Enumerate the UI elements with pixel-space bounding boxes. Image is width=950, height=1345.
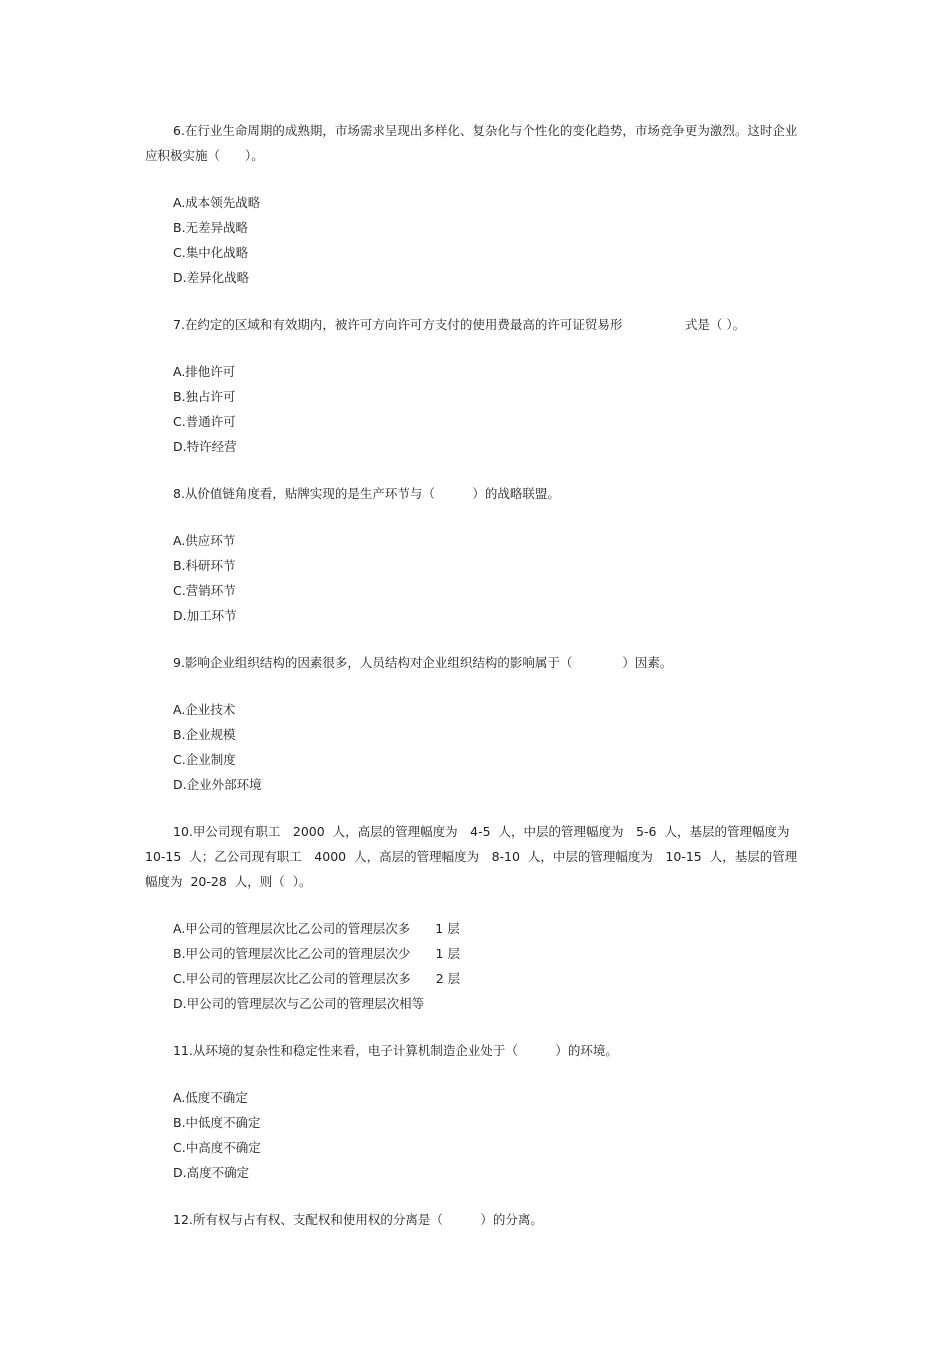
option-d: D.企业外部环境 [173, 777, 262, 792]
question-11 [145, 1038, 805, 1185]
question-stem: 9.影响企业组织结构的因素很多，人员结构对企业组织结构的影响属于（ ）因素。 [173, 655, 673, 670]
option-c: C.普通许可 [173, 414, 236, 429]
option-c: C.甲公司的管理层次比乙公司的管理层次多 2 层 [173, 971, 461, 986]
question-stem: 7.在约定的区域和有效期内，被许可方向许可方支付的使用费最高的许可证贸易形 式是（ ）。 [173, 317, 746, 332]
question-stem: 8.从价值链角度看，贴牌实现的是生产环节与（ ）的战略联盟。 [173, 486, 560, 501]
question-6 [145, 118, 805, 290]
option-c: C.集中化战略 [173, 245, 249, 260]
option-d: D.差异化战略 [173, 270, 250, 285]
option-d: D.特许经营 [173, 439, 237, 454]
option-b: B.科研环节 [173, 558, 236, 573]
option-a: A.供应环节 [173, 533, 236, 548]
question-stem: 12.所有权与占有权、支配权和使用权的分离是（ ）的分离。 [173, 1212, 543, 1227]
option-b: B.企业规模 [173, 727, 236, 742]
option-a: A.成本领先战略 [173, 195, 261, 210]
option-b: B.无差异战略 [173, 220, 249, 235]
question-10 [145, 819, 805, 1016]
question-stem: 6.在行业生命周期的成熟期，市场需求呈现出多样化、复杂化与个性化的变化趋势，市场竞争更为激烈。这时企业应积极实施（ ）。 [145, 123, 798, 163]
option-a: A.企业技术 [173, 702, 236, 717]
question-9 [145, 650, 805, 797]
option-b: B.甲公司的管理层次比乙公司的管理层次少 1 层 [173, 946, 460, 961]
question-stem: 10.甲公司现有职工 2000 人，高层的管理幅度为 4-5 人，中层的管理幅度为 5-6 人，基层的管理幅度为 10-15 人；乙公司现有职工 4000 人，高层的管理幅度为 8-10 人，中层的管理幅度为 10-15 人，基层的管理幅度为 20-28 人，则（ ）。 [145, 824, 798, 889]
option-d: D.甲公司的管理层次与乙公司的管理层次相等 [173, 996, 425, 1011]
option-d: D.高度不确定 [173, 1165, 250, 1180]
question-list [145, 118, 805, 1232]
option-a: A.低度不确定 [173, 1090, 248, 1105]
option-b: B.中低度不确定 [173, 1115, 261, 1130]
option-c: C.企业制度 [173, 752, 236, 767]
question-12 [145, 1207, 805, 1232]
option-a: A.排他许可 [173, 364, 236, 379]
option-d: D.加工环节 [173, 608, 237, 623]
question-8 [145, 481, 805, 628]
question-stem: 11.从环境的复杂性和稳定性来看，电子计算机制造企业处于（ ）的环境。 [173, 1043, 618, 1058]
option-c: C.中高度不确定 [173, 1140, 261, 1155]
question-7 [145, 312, 805, 459]
option-c: C.营销环节 [173, 583, 236, 598]
option-b: B.独占许可 [173, 389, 236, 404]
option-a: A.甲公司的管理层次比乙公司的管理层次多 1 层 [173, 921, 460, 936]
